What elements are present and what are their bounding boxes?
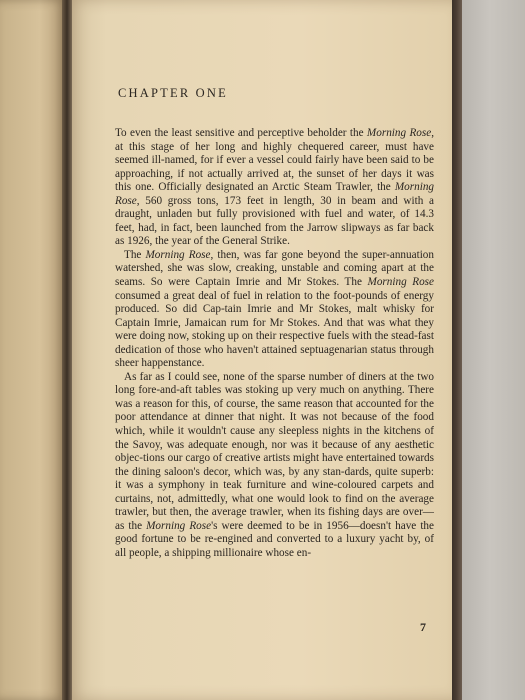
background-wall	[455, 0, 525, 700]
italic-text: Morning Rose	[366, 127, 432, 139]
paragraph	[115, 249, 434, 371]
italic-text: Morning Rose	[146, 519, 212, 532]
text-run: , then, was far gone beyond the super-annuation watershed, she was slow, creaking, unstable and coming apart at the seams. So were Captain Imrie and Mr Stokes. The	[115, 248, 434, 289]
text-run: 's were deemed to be in 1956—doesn't have the good fortune to be re-engined and converted to a luxury yacht by, of all people, a shipping millionaire whose en-	[115, 519, 434, 559]
body-text	[115, 127, 434, 561]
text-run: The	[124, 248, 146, 261]
paragraph	[115, 127, 434, 249]
previous-page-edge	[0, 0, 66, 700]
chapter-heading: CHAPTER ONE	[118, 86, 228, 100]
book-spine	[62, 0, 72, 700]
italic-text: Morning Rose	[367, 276, 434, 289]
italic-text: Morning Rose	[145, 248, 211, 261]
italic-text: Morning Rose	[115, 181, 434, 207]
text-run: consumed a great deal of fuel in relation to the foot-pounds of energy produced. So did Cap-tain Imrie and Mr Stokes, malt whisky for Captain Imrie, Jamaican rum for Mr Stokes. And that was what they were doing now, stoking up on their respective fuels with the stead-fast dedication of those who haven't attained septuagenarian status through sheer happenstance.	[115, 289, 434, 370]
text-run: , 560 gross tons, 173 feet in length, 30 in beam and with a draught, unladen but fully provisioned with fuel and water, of 14.3 feet, had, in fact, been launched from the Jarrow slipways as far back as 1926, the year of the General Strike.	[115, 194, 434, 248]
book-page	[68, 0, 452, 700]
text-run: To even the least sensitive and perceptive beholder the	[115, 127, 367, 139]
text-run: , at this stage of her long and highly chequered career, must have seemed ill-named, for if ever a vessel could fairly have been said to be approaching, if not actually arrived at, the sunset of her days it was this one. Officially designated an Arctic Steam Trawler, the	[115, 127, 434, 194]
text-run: As far as I could see, none of the sparse number of diners at the two long fore-and-aft tables was stoking up very much on anything. There was a reason for this, of course, the same reason that accounted for the poor attendance at dinner that night. It was not because of the food which, while it wouldn't cause any sleepless nights in the kitchens of the Savoy, was adequate enough, nor was it because of any aesthetic objec-tions our cargo of creative artists might have entertained towards the dining saloon's decor, which was, by any stan-dards, quite superb: it was a symphony in teak furniture and wine-coloured carpets and curtains, not, admittedly, what one would look to find on the average trawler, but then, the average trawler, when its fishing days are over—as the	[115, 370, 434, 532]
paragraph	[115, 371, 434, 561]
page-number: 7	[420, 620, 426, 634]
